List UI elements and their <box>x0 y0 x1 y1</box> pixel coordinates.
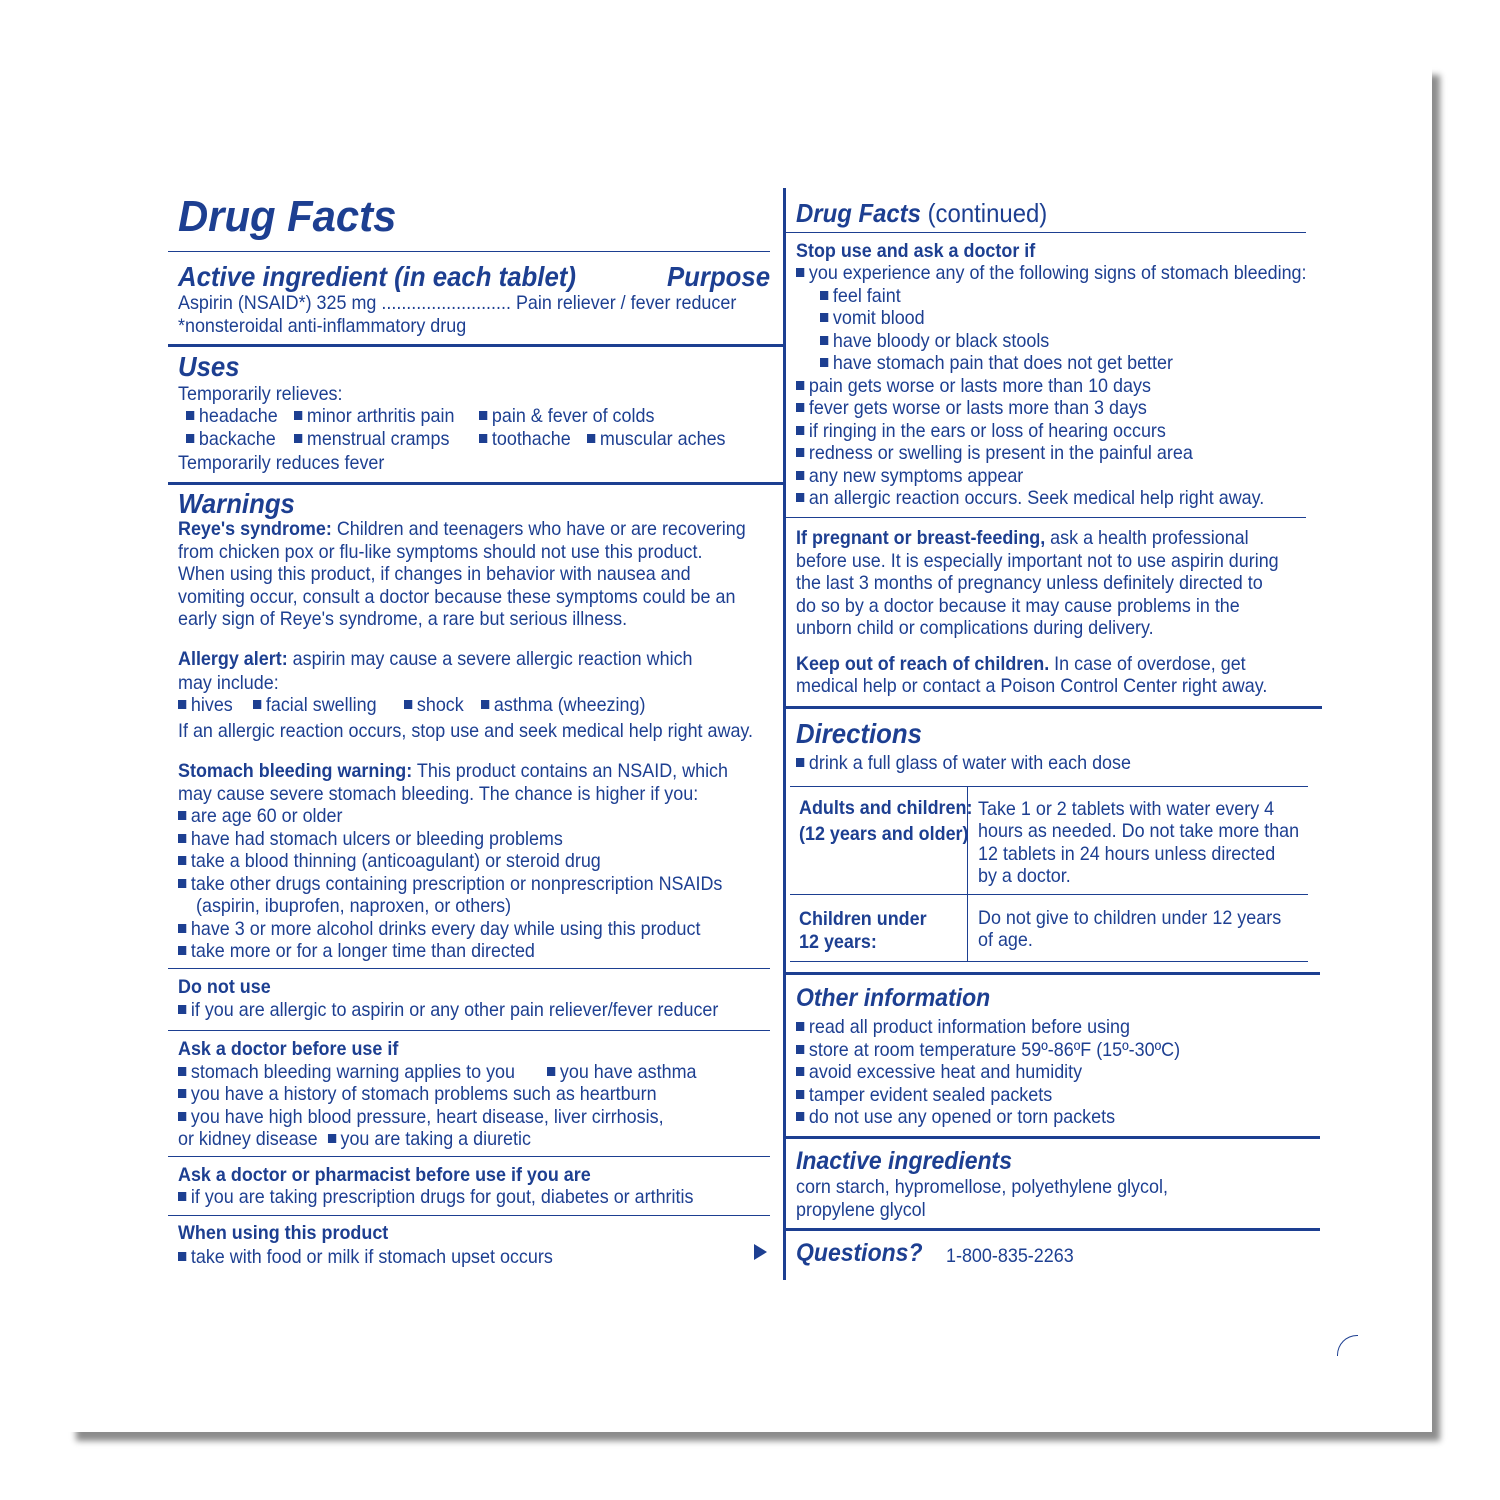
stomach-item: take a blood thinning (anticoagulant) or steroid drug <box>178 850 601 872</box>
purpose-heading: Purpose <box>667 261 771 292</box>
table-row-who: 12 years: <box>799 931 877 953</box>
divider <box>168 344 785 347</box>
ask-doctor-heading: Ask a doctor before use if <box>178 1038 399 1060</box>
warnings-heading: Warnings <box>178 488 295 519</box>
uses-intro: Temporarily relieves: <box>178 383 343 405</box>
uses-item: backache <box>186 428 276 450</box>
stomach-item: take other drugs containing prescription or nonprescription NSAIDs <box>178 873 722 895</box>
active-ingredient-heading: Active ingredient (in each tablet) <box>178 261 576 292</box>
table-row-what: by a doctor. <box>978 865 1071 887</box>
stop-use-heading: Stop use and ask a doctor if <box>796 240 1036 262</box>
stomach-item: are age 60 or older <box>178 805 342 827</box>
keep-out-line: medical help or contact a Poison Control Center right away. <box>796 675 1268 697</box>
divider <box>786 1136 1320 1139</box>
uses-heading: Uses <box>178 351 240 382</box>
when-using-heading: When using this product <box>178 1222 389 1244</box>
other-info-item: do not use any opened or torn packets <box>796 1106 1115 1128</box>
divider <box>786 972 1320 975</box>
uses-outro: Temporarily reduces fever <box>178 452 385 474</box>
reye-line: from chicken pox or flu-like symptoms should not use this product. <box>178 541 703 563</box>
continued-title: Drug Facts (continued) <box>796 198 1048 228</box>
ask-doctor-item: you have a history of stomach problems such as heartburn <box>178 1083 657 1105</box>
allergy-paragraph: Allergy alert: aspirin may cause a severe allergic reaction which <box>178 648 693 670</box>
other-info-item: store at room temperature 59º-86ºF (15º-30ºC) <box>796 1039 1180 1061</box>
divider <box>168 1030 770 1031</box>
directions-item: drink a full glass of water with each dose <box>796 752 1131 774</box>
stop-use-subitem: have stomach pain that does not get better <box>820 352 1173 374</box>
uses-item: menstrual cramps <box>294 428 449 450</box>
divider <box>168 251 770 252</box>
stomach-item: have had stomach ulcers or bleeding problems <box>178 828 563 850</box>
ask-pharmacist-item: if you are taking prescription drugs for gout, diabetes or arthritis <box>178 1186 693 1208</box>
pregnancy-line: unborn child or complications during delivery. <box>796 617 1154 639</box>
allergy-line: may include: <box>178 672 279 694</box>
ask-doctor-item-cont: or kidney disease you are taking a diuretic <box>178 1128 531 1150</box>
table-border <box>790 894 1308 895</box>
stop-use-item: fever gets worse or lasts more than 3 days <box>796 397 1147 419</box>
inactive-ingredients-heading: Inactive ingredients <box>796 1147 1013 1175</box>
directions-heading: Directions <box>796 718 922 749</box>
keep-out-paragraph: Keep out of reach of children. In case of overdose, get <box>796 653 1246 675</box>
table-border <box>790 961 1308 962</box>
stop-use-item: pain gets worse or lasts more than 10 days <box>796 375 1151 397</box>
reye-line: vomiting occur, consult a doctor because these symptoms could be an <box>178 586 736 608</box>
reye-paragraph: Reye's syndrome: Children and teenagers who have or are recovering <box>178 518 746 540</box>
divider <box>168 482 785 485</box>
ask-doctor-item: stomach bleeding warning applies to you <box>178 1061 515 1083</box>
ask-pharmacist-heading: Ask a doctor or pharmacist before use if you are <box>178 1164 591 1186</box>
table-row-who: Adults and children: <box>799 797 973 819</box>
allergy-item: asthma (wheezing) <box>481 694 645 716</box>
questions-phone: 1-800-835-2263 <box>946 1245 1074 1267</box>
stop-use-subitem: have bloody or black stools <box>820 330 1049 352</box>
do-not-use-heading: Do not use <box>178 976 271 998</box>
stop-use-item: if ringing in the ears or loss of hearing occurs <box>796 420 1166 442</box>
questions-heading: Questions? <box>796 1239 923 1267</box>
stop-use-subitem: feel faint <box>820 285 901 307</box>
inactive-ingredients-line: propylene glycol <box>796 1199 926 1221</box>
table-border <box>790 786 1308 787</box>
allergy-outro: If an allergic reaction occurs, stop use and seek medical help right away. <box>178 720 754 742</box>
stomach-line: may cause severe stomach bleeding. The chance is higher if you: <box>178 783 699 805</box>
stop-use-item: any new symptoms appear <box>796 465 1023 487</box>
stomach-item: have 3 or more alcohol drinks every day while using this product <box>178 918 700 940</box>
reye-line: When using this product, if changes in behavior with nausea and <box>178 563 691 585</box>
stomach-paragraph: Stomach bleeding warning: This product contains an NSAID, which <box>178 760 729 782</box>
active-ingredient-line: Aspirin (NSAID*) 325 mg .......................... Pain reliever / fever reducer <box>178 292 737 314</box>
divider <box>786 232 1306 233</box>
uses-item: minor arthritis pain <box>294 405 454 427</box>
other-info-item: avoid excessive heat and humidity <box>796 1061 1082 1083</box>
table-row-what: of age. <box>978 929 1033 951</box>
stop-use-item: redness or swelling is present in the painful area <box>796 442 1193 464</box>
column-divider <box>783 188 786 1280</box>
divider <box>786 517 1306 518</box>
table-row-what: 12 tablets in 24 hours unless directed <box>978 843 1276 865</box>
reye-line: early sign of Reye's syndrome, a rare but serious illness. <box>178 608 628 630</box>
when-using-item: take with food or milk if stomach upset occurs <box>178 1246 553 1268</box>
uses-item: headache <box>186 405 278 427</box>
drug-facts-title: Drug Facts <box>178 192 397 241</box>
divider <box>168 1156 770 1157</box>
table-row-who: (12 years and older) <box>799 823 969 845</box>
stomach-item-cont: (aspirin, ibuprofen, naproxen, or others) <box>196 895 512 917</box>
other-info-item: tamper evident sealed packets <box>796 1084 1052 1106</box>
pregnancy-paragraph: If pregnant or breast-feeding, ask a health professional <box>796 527 1249 549</box>
uses-item: muscular aches <box>587 428 726 450</box>
uses-item: toothache <box>479 428 571 450</box>
uses-item: pain & fever of colds <box>479 405 654 427</box>
nsaid-note: *nonsteroidal anti-inflammatory drug <box>178 315 467 337</box>
other-info-item: read all product information before using <box>796 1016 1130 1038</box>
stop-use-subitem: vomit blood <box>820 307 925 329</box>
pregnancy-line: the last 3 months of pregnancy unless definitely directed to <box>796 572 1263 594</box>
stop-use-intro: you experience any of the following signs of stomach bleeding: <box>796 262 1307 284</box>
divider <box>786 1228 1320 1231</box>
ask-doctor-item: you have asthma <box>547 1061 697 1083</box>
pregnancy-line: do so by a doctor because it may cause problems in the <box>796 595 1240 617</box>
inactive-ingredients-line: corn starch, hypromellose, polyethylene glycol, <box>796 1176 1168 1198</box>
table-row-who: Children under <box>799 908 927 930</box>
table-row-what: Do not give to children under 12 years <box>978 907 1282 929</box>
divider <box>168 968 770 969</box>
table-row-what: hours as needed. Do not take more than <box>978 820 1300 842</box>
continue-arrow-icon <box>754 1244 767 1260</box>
pregnancy-line: before use. It is especially important not to use aspirin during <box>796 550 1279 572</box>
divider <box>168 1215 770 1216</box>
allergy-item: facial swelling <box>253 694 377 716</box>
other-info-heading: Other information <box>796 984 991 1012</box>
allergy-item: hives <box>178 694 233 716</box>
divider <box>786 706 1322 709</box>
do-not-use-item: if you are allergic to aspirin or any other pain reliever/fever reducer <box>178 999 718 1021</box>
stop-use-item: an allergic reaction occurs. Seek medical help right away. <box>796 487 1264 509</box>
stomach-item: take more or for a longer time than directed <box>178 940 535 962</box>
ask-doctor-item: you have high blood pressure, heart disease, liver cirrhosis, <box>178 1106 664 1128</box>
table-row-what: Take 1 or 2 tablets with water every 4 <box>978 798 1275 820</box>
allergy-item: shock <box>404 694 464 716</box>
